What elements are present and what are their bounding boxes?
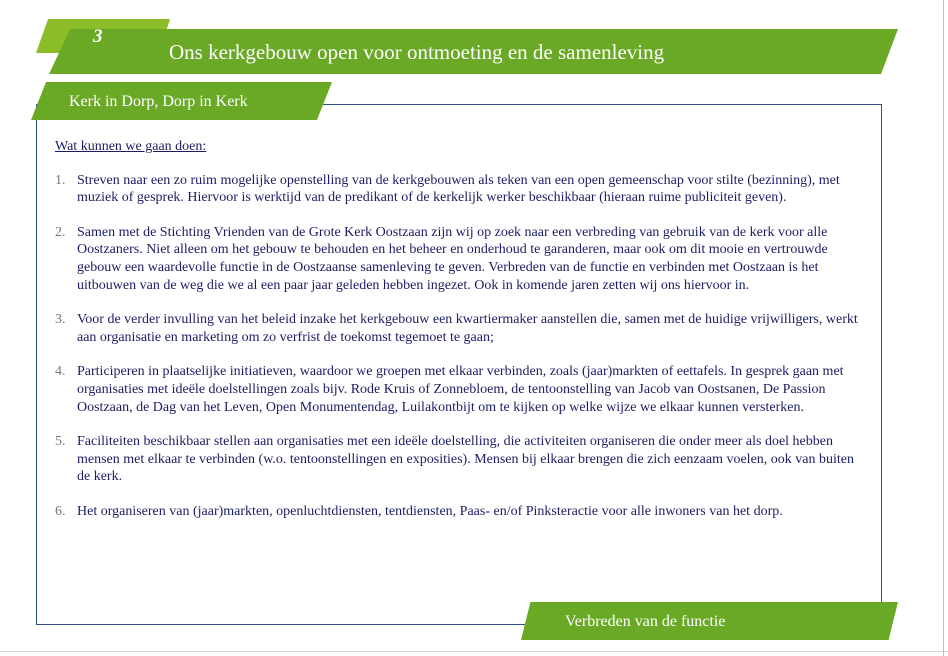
content-body [55, 138, 865, 538]
list-item-number: 6. [55, 503, 66, 519]
page-edge-line [943, 0, 944, 656]
list-item-text: Streven naar een zo ruim mogelijke openstelling van de kerkgebouwen als teken van een open gemeenschap voor stilte (bezinning), met muziek of gesprek. Hiervoor is werktijd van de predikant of de kerkelijk werker beschikbaar (hieraan ruime publiciteit geven). [77, 172, 840, 206]
list-item-text: Samen met de Stichting Vrienden van de Grote Kerk Oostzaan zijn wij op zoek naar een verbreding van gebruik van de kerk voor alle Oostzaners. Niet alleen om het gebouw te behouden en het beheer en onderhoud te garanderen, maar ook om dit mooie en vertrouwde gebouw een waardevolle functie in de Oostzaanse samenleving te geven. Verbreden van de functie en verbinden met Oostzaan is het uitbouwen van de weg die we al een paar jaar geleden hebben ingezet. Ook in komende jaren zetten wij ons hiervoor in. [77, 224, 828, 293]
page-bottom-line [0, 651, 948, 652]
intro-heading: Wat kunnen we gaan doen: [55, 139, 207, 154]
list-item-text: Participeren in plaatselijke initiatieven, waardoor we groepen met elkaar verbinden, zoals (jaar)markten of eettafels. In gesprek gaan met organisaties met ideële doelstellingen zoals bijv. Rode Kruis of Zonnebloem, de tentoonstelling van Jacob van Oostsanen, De Passion Oostzaan, de Dag van het Leven, Open Monumentendag, Luilakontbijt om te kijken op welke wijze we elkaar kunnen versterken. [77, 364, 844, 415]
list-item-text: Faciliteiten beschikbaar stellen aan organisaties met een ideële doelstelling, die activiteiten organiseren die onder meer als doel hebben mensen met elkaar te verbinden (w.o. tentoonstellingen en exposities). Mensen bij elkaar brengen die zich eenzaam voelen, ook van buiten de kerk. [77, 434, 854, 485]
page-title: Ons kerkgebouw open voor ontmoeting en de samenleving [169, 40, 665, 64]
list-item-number: 1. [55, 172, 66, 188]
list-item [55, 433, 865, 486]
list-item [55, 224, 865, 294]
list-item-number: 5. [55, 434, 66, 450]
footer-tab-label: Verbreden van de functie [565, 613, 726, 630]
section-tab-label: Kerk in Dorp, Dorp in Kerk [69, 93, 248, 110]
list-item-text: Het organiseren van (jaar)markten, openluchtdiensten, tentdiensten, Paas- en/of Pinksteractie voor alle inwoners van het dorp. [77, 503, 783, 519]
list-item [55, 503, 865, 521]
list-item-number: 3. [55, 312, 66, 328]
chapter-number: 3 [93, 26, 103, 47]
list-item-text: Voor de verder invulling van het beleid inzake het kerkgebouw een kwartiermaker aanstellen die, samen met de huidige vrijwilligers, werkt aan organisatie en marketing om zo verfrist de toekomst tegemoet te gaan; [77, 312, 858, 345]
list-item-number: 2. [55, 224, 66, 240]
list-item-number: 4. [55, 364, 66, 380]
list-item [55, 311, 865, 346]
list-item [55, 363, 865, 416]
action-list [55, 172, 865, 521]
list-item [55, 172, 865, 207]
